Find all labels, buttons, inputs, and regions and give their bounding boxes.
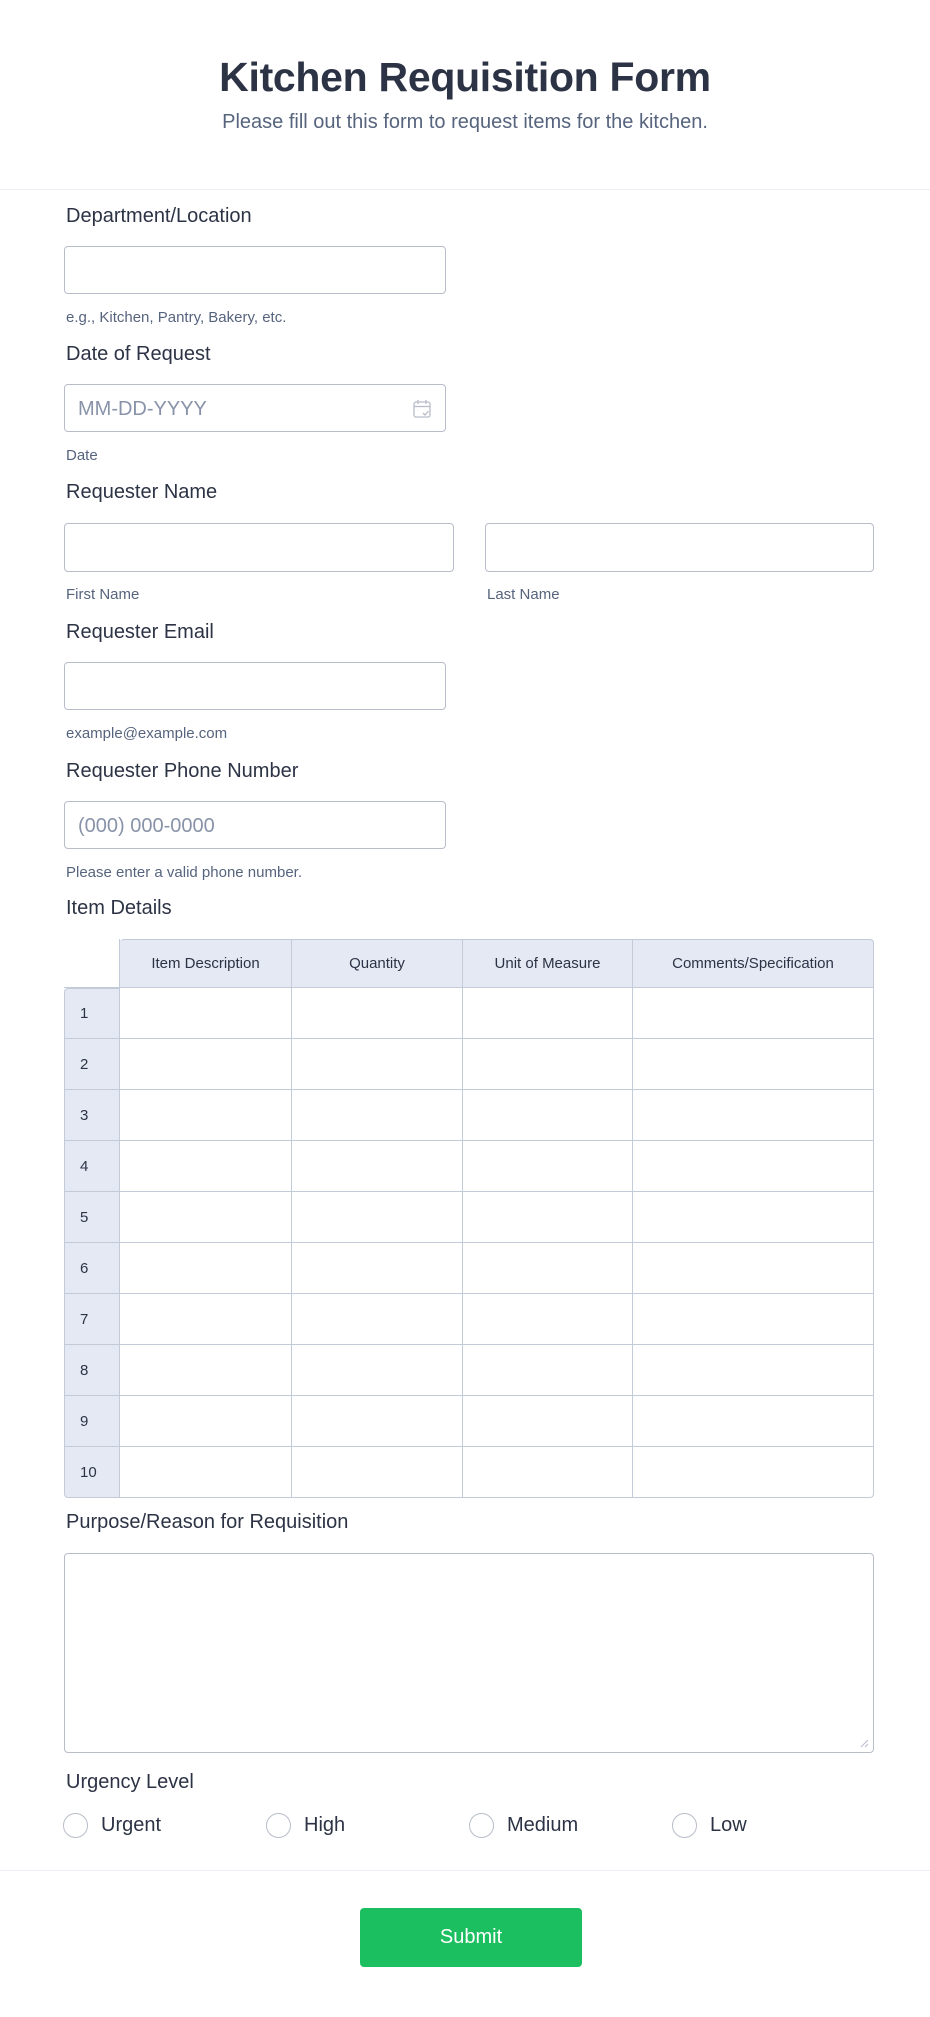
cell-quantity[interactable] [292, 1345, 463, 1396]
table-row [64, 1192, 874, 1243]
form-subtitle: Please fill out this form to request items for the kitchen. [222, 111, 708, 133]
radio-label-low: Low [710, 1814, 747, 1836]
column-header-quantity: Quantity [292, 939, 463, 988]
radio-label-high: High [304, 1814, 346, 1836]
cell-item-description[interactable] [120, 988, 292, 1039]
cell-item-description[interactable] [120, 1294, 292, 1345]
last-name-helper: Last Name [487, 586, 560, 603]
cell-unit-of-measure[interactable] [463, 1447, 633, 1498]
cell-unit-of-measure[interactable] [463, 1345, 633, 1396]
urgency-label: Urgency Level [66, 1771, 194, 1793]
row-number: 8 [64, 1345, 120, 1396]
last-name-input[interactable] [485, 523, 874, 572]
phone-placeholder: (000) 000-0000 [78, 815, 215, 837]
department-helper: e.g., Kitchen, Pantry, Bakery, etc. [66, 309, 287, 326]
table-row [64, 1039, 874, 1090]
email-label: Requester Email [66, 621, 214, 643]
cell-item-description[interactable] [120, 1447, 292, 1498]
radio-low[interactable] [672, 1812, 747, 1838]
column-header-comments: Comments/Specification [633, 939, 874, 988]
radio-circle-icon[interactable] [63, 1813, 88, 1838]
table-header-row [64, 939, 874, 988]
date-helper: Date [66, 447, 98, 464]
cell-unit-of-measure[interactable] [463, 1192, 633, 1243]
table-row [64, 1141, 874, 1192]
table-row [64, 1447, 874, 1498]
cell-item-description[interactable] [120, 1396, 292, 1447]
cell-unit-of-measure[interactable] [463, 1039, 633, 1090]
calendar-icon[interactable] [413, 399, 431, 418]
first-name-input[interactable] [64, 523, 454, 572]
purpose-textarea[interactable] [64, 1553, 874, 1753]
cell-unit-of-measure[interactable] [463, 988, 633, 1039]
cell-unit-of-measure[interactable] [463, 1396, 633, 1447]
name-label: Requester Name [66, 481, 218, 503]
cell-item-description[interactable] [120, 1090, 292, 1141]
cell-quantity[interactable] [292, 988, 463, 1039]
cell-quantity[interactable] [292, 1396, 463, 1447]
cell-quantity[interactable] [292, 1243, 463, 1294]
email-helper: example@example.com [66, 725, 228, 742]
radio-circle-icon[interactable] [266, 1813, 291, 1838]
table-row [64, 1345, 874, 1396]
cell-comments[interactable] [633, 1243, 874, 1294]
item-details-table [64, 939, 874, 1498]
phone-helper: Please enter a valid phone number. [66, 864, 302, 881]
row-number: 1 [64, 988, 120, 1039]
cell-item-description[interactable] [120, 1141, 292, 1192]
cell-unit-of-measure[interactable] [463, 1090, 633, 1141]
cell-quantity[interactable] [292, 1141, 463, 1192]
cell-item-description[interactable] [120, 1039, 292, 1090]
item-details-label: Item Details [66, 897, 172, 919]
cell-comments[interactable] [633, 1447, 874, 1498]
radio-high[interactable] [266, 1812, 345, 1838]
header-divider [0, 189, 930, 190]
form-title: Kitchen Requisition Form [219, 54, 711, 100]
date-input[interactable] [64, 384, 446, 432]
cell-quantity[interactable] [292, 1447, 463, 1498]
cell-comments[interactable] [633, 1141, 874, 1192]
resize-handle-icon[interactable] [860, 1739, 869, 1748]
cell-item-description[interactable] [120, 1243, 292, 1294]
table-row [64, 988, 874, 1039]
row-number: 7 [64, 1294, 120, 1345]
radio-urgent[interactable] [63, 1812, 161, 1838]
phone-input[interactable] [64, 801, 446, 849]
table-corner [64, 939, 120, 988]
first-name-helper: First Name [66, 586, 140, 603]
table-row [64, 1294, 874, 1345]
department-input[interactable] [64, 246, 446, 294]
footer-divider [0, 1870, 930, 1871]
phone-label: Requester Phone Number [66, 760, 299, 782]
row-number: 2 [64, 1039, 120, 1090]
column-header-item-description: Item Description [120, 939, 292, 988]
cell-quantity[interactable] [292, 1090, 463, 1141]
radio-medium[interactable] [469, 1812, 578, 1838]
table-row [64, 1396, 874, 1447]
cell-comments[interactable] [633, 1345, 874, 1396]
radio-circle-icon[interactable] [469, 1813, 494, 1838]
cell-quantity[interactable] [292, 1039, 463, 1090]
table-row [64, 1243, 874, 1294]
row-number: 3 [64, 1090, 120, 1141]
cell-item-description[interactable] [120, 1192, 292, 1243]
row-number: 6 [64, 1243, 120, 1294]
department-label: Department/Location [66, 205, 252, 227]
date-placeholder: MM-DD-YYYY [78, 398, 207, 420]
cell-comments[interactable] [633, 1192, 874, 1243]
cell-quantity[interactable] [292, 1294, 463, 1345]
row-number: 10 [64, 1447, 120, 1498]
submit-button[interactable]: Submit [360, 1908, 582, 1967]
cell-unit-of-measure[interactable] [463, 1243, 633, 1294]
table-row [64, 1090, 874, 1141]
email-input[interactable] [64, 662, 446, 710]
cell-item-description[interactable] [120, 1345, 292, 1396]
radio-circle-icon[interactable] [672, 1813, 697, 1838]
row-number: 4 [64, 1141, 120, 1192]
column-header-unit-of-measure: Unit of Measure [463, 939, 633, 988]
row-number: 5 [64, 1192, 120, 1243]
cell-comments[interactable] [633, 1294, 874, 1345]
cell-quantity[interactable] [292, 1192, 463, 1243]
cell-unit-of-measure[interactable] [463, 1141, 633, 1192]
radio-label-urgent: Urgent [101, 1814, 162, 1836]
cell-comments[interactable] [633, 1039, 874, 1090]
cell-comments[interactable] [633, 1090, 874, 1141]
date-label: Date of Request [66, 343, 211, 365]
row-number: 9 [64, 1396, 120, 1447]
cell-comments[interactable] [633, 1396, 874, 1447]
purpose-label: Purpose/Reason for Requisition [66, 1511, 349, 1533]
cell-comments[interactable] [633, 988, 874, 1039]
cell-unit-of-measure[interactable] [463, 1294, 633, 1345]
radio-label-medium: Medium [507, 1814, 579, 1836]
